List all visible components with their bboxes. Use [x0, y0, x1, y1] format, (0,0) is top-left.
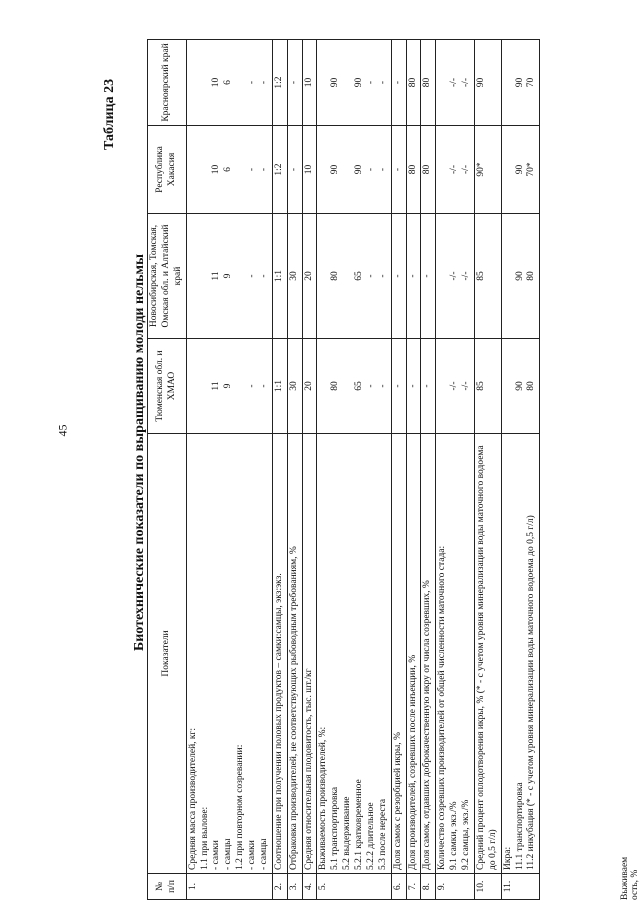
table-row [272, 40, 287, 900]
value-line: - [392, 274, 403, 278]
indicator-line: Отбраковка производителей, не соответствующих рыбоводным требованиям, % [288, 546, 299, 870]
value-cell [406, 339, 421, 434]
value-line: 6 [223, 80, 234, 85]
value-cell [272, 214, 287, 339]
value-line: 85 [475, 381, 486, 391]
value-line: - [407, 384, 418, 388]
value-cell [302, 214, 317, 339]
side-label-line: ость, % [630, 869, 640, 900]
value-line [342, 43, 354, 122]
value-line [503, 342, 515, 430]
value-cell [501, 40, 540, 126]
value-line: 80 [407, 77, 418, 88]
value-line: 90 [514, 381, 525, 391]
value-line [200, 129, 212, 210]
value-line: 65 [354, 271, 364, 281]
value-line: 10 [303, 77, 314, 88]
value-line: - [247, 384, 257, 388]
value-cell [186, 214, 272, 339]
value-line: 11 [211, 271, 222, 281]
value-line: - [377, 167, 388, 172]
row-number: 10. [474, 874, 501, 900]
value-line [318, 342, 330, 430]
value-line: 90 [354, 77, 364, 88]
value-cell [302, 126, 317, 214]
row-number: 2. [272, 874, 287, 900]
side-label-line: Выживаем [620, 856, 630, 900]
biotech-indicators-table [147, 39, 540, 900]
value-line: 85 [475, 271, 486, 281]
table-title: Биотехнические показатели по выращиванию молоди нельмы [132, 254, 147, 652]
indicator-cell [436, 434, 475, 874]
value-line [188, 129, 200, 210]
value-line: - [258, 167, 269, 172]
value-line: 30 [288, 381, 299, 391]
value-cell [406, 214, 421, 339]
value-cell [421, 40, 436, 126]
header-num: № п/п [148, 874, 187, 900]
value-line: 6 [223, 167, 234, 172]
indicator-line: 5.2.2 длительное [365, 802, 376, 870]
value-line: -/- [449, 271, 460, 281]
value-line: 80 [526, 381, 537, 391]
value-cell [302, 40, 317, 126]
side-label-survival [620, 857, 640, 900]
value-line [318, 129, 330, 210]
row-number: 11. [501, 874, 540, 900]
table-row [436, 40, 475, 900]
value-line: 10 [211, 164, 222, 175]
value-cell [302, 339, 317, 434]
table-row [391, 40, 406, 900]
value-cell [391, 214, 406, 339]
value-cell [317, 126, 391, 214]
value-cell [391, 339, 406, 434]
header-tyumen: Тюменская обл. и ХМАО [148, 339, 187, 434]
value-line: 11 [211, 381, 222, 391]
value-cell [391, 40, 406, 126]
table-label: Таблица 23 [102, 78, 117, 150]
value-cell [186, 339, 272, 434]
value-line: 65 [354, 381, 364, 391]
value-line: 90 [354, 164, 364, 175]
value-line: - [247, 274, 257, 278]
value-line: - [288, 80, 299, 85]
indicator-cell [317, 434, 391, 874]
value-line [200, 217, 212, 335]
value-line: 1:2 [273, 163, 284, 176]
indicator-line: Доля самок с резорбцией икры, % [392, 732, 403, 870]
value-line [235, 217, 247, 335]
value-line: - [247, 167, 257, 172]
header-khakassia: Республика Хакасия [148, 126, 187, 214]
value-line: 90 [475, 77, 486, 88]
value-line: - [365, 80, 376, 85]
value-line: 1:1 [273, 269, 284, 283]
value-line: - [392, 80, 403, 85]
indicator-line: Доля самок, отдавших доброкачественную икру от числа созревших, % [422, 580, 433, 870]
table-row [501, 40, 540, 900]
value-cell [317, 40, 391, 126]
value-cell [436, 339, 475, 434]
indicator-line: 9.1 самки, экз./% [449, 801, 460, 870]
value-line: 30 [288, 271, 299, 281]
indicator-line: Соотношение при получении половых продуктов – самки:самцы, экз:экз. [273, 573, 284, 870]
value-line: - [407, 274, 418, 278]
indicator-line: Средняя относительная плодовитость, тыс. шт./кг [303, 668, 314, 870]
value-line: - [365, 167, 376, 172]
value-line [503, 217, 515, 335]
value-line: 80 [526, 271, 537, 281]
row-number: 3. [287, 874, 302, 900]
value-line: 80 [422, 77, 433, 88]
row-number: 7. [406, 874, 421, 900]
header-krasnoyarsk: Красноярский край [148, 40, 187, 126]
value-cell [421, 339, 436, 434]
value-line: - [258, 274, 269, 278]
value-line: 20 [303, 381, 314, 391]
table-row [474, 40, 501, 900]
indicator-line: Средний процент оплодотворения икры, % (* - с учетом уровня минерализации воды маточного водоема до 0,5 г/л) [475, 445, 498, 870]
value-line: 80 [330, 381, 341, 391]
table-body [186, 40, 540, 900]
row-number: 9. [436, 874, 475, 900]
value-cell [186, 126, 272, 214]
value-line: 70 [526, 77, 537, 88]
value-cell [272, 40, 287, 126]
indicator-line: Икра: [502, 846, 513, 870]
indicator-cell [501, 434, 540, 874]
header-indicator: Показатели [148, 434, 187, 874]
value-line [342, 217, 354, 335]
value-cell [474, 214, 501, 339]
value-line [235, 43, 247, 122]
indicator-line: 5.1 транспортировка [330, 786, 341, 870]
table-row [317, 40, 391, 900]
value-line: - [365, 274, 376, 278]
indicator-line: 1.1 при вылове: [199, 806, 210, 870]
value-line: -/- [461, 381, 471, 391]
value-line [503, 129, 515, 210]
value-line: 10 [303, 164, 314, 175]
value-line [437, 43, 449, 122]
value-cell [317, 339, 391, 434]
value-line: -/- [449, 381, 460, 391]
indicator-line: Средняя масса производителей, кг: [187, 727, 198, 870]
value-cell [406, 40, 421, 126]
indicator-cell [391, 434, 406, 874]
indicator-line: - самцы [223, 838, 234, 870]
header-novosibirsk: Новосибирская, Томская, Омская обл. и Алтайский край [148, 214, 187, 339]
indicator-cell [406, 434, 421, 874]
row-number: 1. [186, 874, 272, 900]
value-line: - [288, 167, 299, 172]
value-cell [272, 339, 287, 434]
value-cell [501, 126, 540, 214]
indicator-line: Доля производителей, созревших после инъекции, % [407, 654, 418, 870]
value-cell [501, 339, 540, 434]
value-line: - [258, 384, 269, 388]
value-line [235, 129, 247, 210]
value-cell [436, 126, 475, 214]
row-number: 6. [391, 874, 406, 900]
value-line: - [422, 274, 433, 278]
value-line: 20 [303, 271, 314, 281]
indicator-line: Выживаемость производителей, %: [318, 726, 329, 870]
value-line [200, 43, 212, 122]
value-cell [436, 214, 475, 339]
value-line: - [377, 274, 388, 278]
indicator-cell [272, 434, 287, 874]
page-number: 45 [55, 424, 70, 437]
value-line: - [258, 80, 269, 85]
indicator-line: 5.2 выдерживание [342, 796, 353, 870]
table-row [421, 40, 436, 900]
indicator-line: 11.1 транспортировка [514, 782, 525, 870]
value-cell [421, 214, 436, 339]
value-cell [317, 214, 391, 339]
value-line: -/- [449, 165, 460, 174]
table-row [302, 40, 317, 900]
value-line: 90 [330, 77, 341, 88]
indicator-line: Количество созревших производителей от общей численности маточного стада: [437, 545, 448, 870]
value-line: 90 [514, 77, 525, 88]
value-cell [406, 126, 421, 214]
value-line [200, 342, 212, 430]
value-line: 80 [407, 164, 418, 175]
row-number: 8. [421, 874, 436, 900]
value-cell [272, 126, 287, 214]
value-line [342, 129, 354, 210]
value-line [342, 342, 354, 430]
value-line [437, 129, 449, 210]
value-cell [186, 40, 272, 126]
value-line: -/- [449, 78, 460, 87]
value-line [188, 43, 200, 122]
value-cell [436, 40, 475, 126]
value-line: 10 [211, 77, 222, 88]
value-line: 70* [526, 162, 537, 177]
table-row [186, 40, 272, 900]
value-cell [391, 126, 406, 214]
indicator-line: - самки [247, 840, 257, 870]
row-number: 5. [317, 874, 391, 900]
value-line [437, 342, 449, 430]
value-cell [501, 214, 540, 339]
indicator-line: - самки [211, 840, 222, 870]
indicator-line: 9.2 самцы, экз./% [461, 799, 471, 870]
value-line: - [377, 80, 388, 85]
value-line: 90 [514, 271, 525, 281]
indicator-cell [474, 434, 501, 874]
value-line: 1:2 [273, 76, 284, 89]
value-line: 90 [514, 164, 525, 175]
value-cell [287, 214, 302, 339]
value-line: - [422, 384, 433, 388]
value-line [188, 342, 200, 430]
value-line: 90 [330, 164, 341, 175]
indicator-cell [186, 434, 272, 874]
value-cell [474, 126, 501, 214]
value-line [503, 43, 515, 122]
value-line: 9 [223, 273, 234, 279]
value-line: - [365, 384, 376, 388]
value-cell [287, 126, 302, 214]
value-line: -/- [461, 165, 471, 174]
value-line: -/- [461, 78, 471, 87]
value-line: - [247, 80, 257, 85]
value-line: 80 [330, 271, 341, 281]
value-cell [474, 40, 501, 126]
value-line: 1:1 [273, 379, 284, 393]
value-line: -/- [461, 271, 471, 281]
value-line [318, 217, 330, 335]
value-line [437, 217, 449, 335]
table-header-row [148, 40, 187, 900]
value-line [235, 342, 247, 430]
table-row [287, 40, 302, 900]
indicator-cell [421, 434, 436, 874]
value-line [318, 43, 330, 122]
value-line: 90* [475, 162, 486, 177]
value-line [188, 217, 200, 335]
indicator-line: 5.3 после нереста [377, 798, 388, 870]
indicator-line: - самцы [258, 838, 269, 870]
value-cell [421, 126, 436, 214]
value-line: - [392, 167, 403, 172]
indicator-cell [287, 434, 302, 874]
value-line: - [377, 384, 388, 388]
row-number: 4. [302, 874, 317, 900]
table-row [406, 40, 421, 900]
value-cell [474, 339, 501, 434]
indicator-cell [302, 434, 317, 874]
value-cell [287, 339, 302, 434]
value-cell [287, 40, 302, 126]
value-line: - [392, 384, 403, 388]
indicator-line: 11.2 инкубация (* - с учетом уровня минерализации воды маточного водоема до 0,5 г/л) [526, 515, 537, 870]
indicator-line: 1.2 при повторном созревании: [235, 744, 246, 870]
value-line: 9 [223, 383, 234, 389]
value-line: 80 [422, 164, 433, 175]
indicator-line: 5.2.1 кратковременное [354, 779, 364, 870]
